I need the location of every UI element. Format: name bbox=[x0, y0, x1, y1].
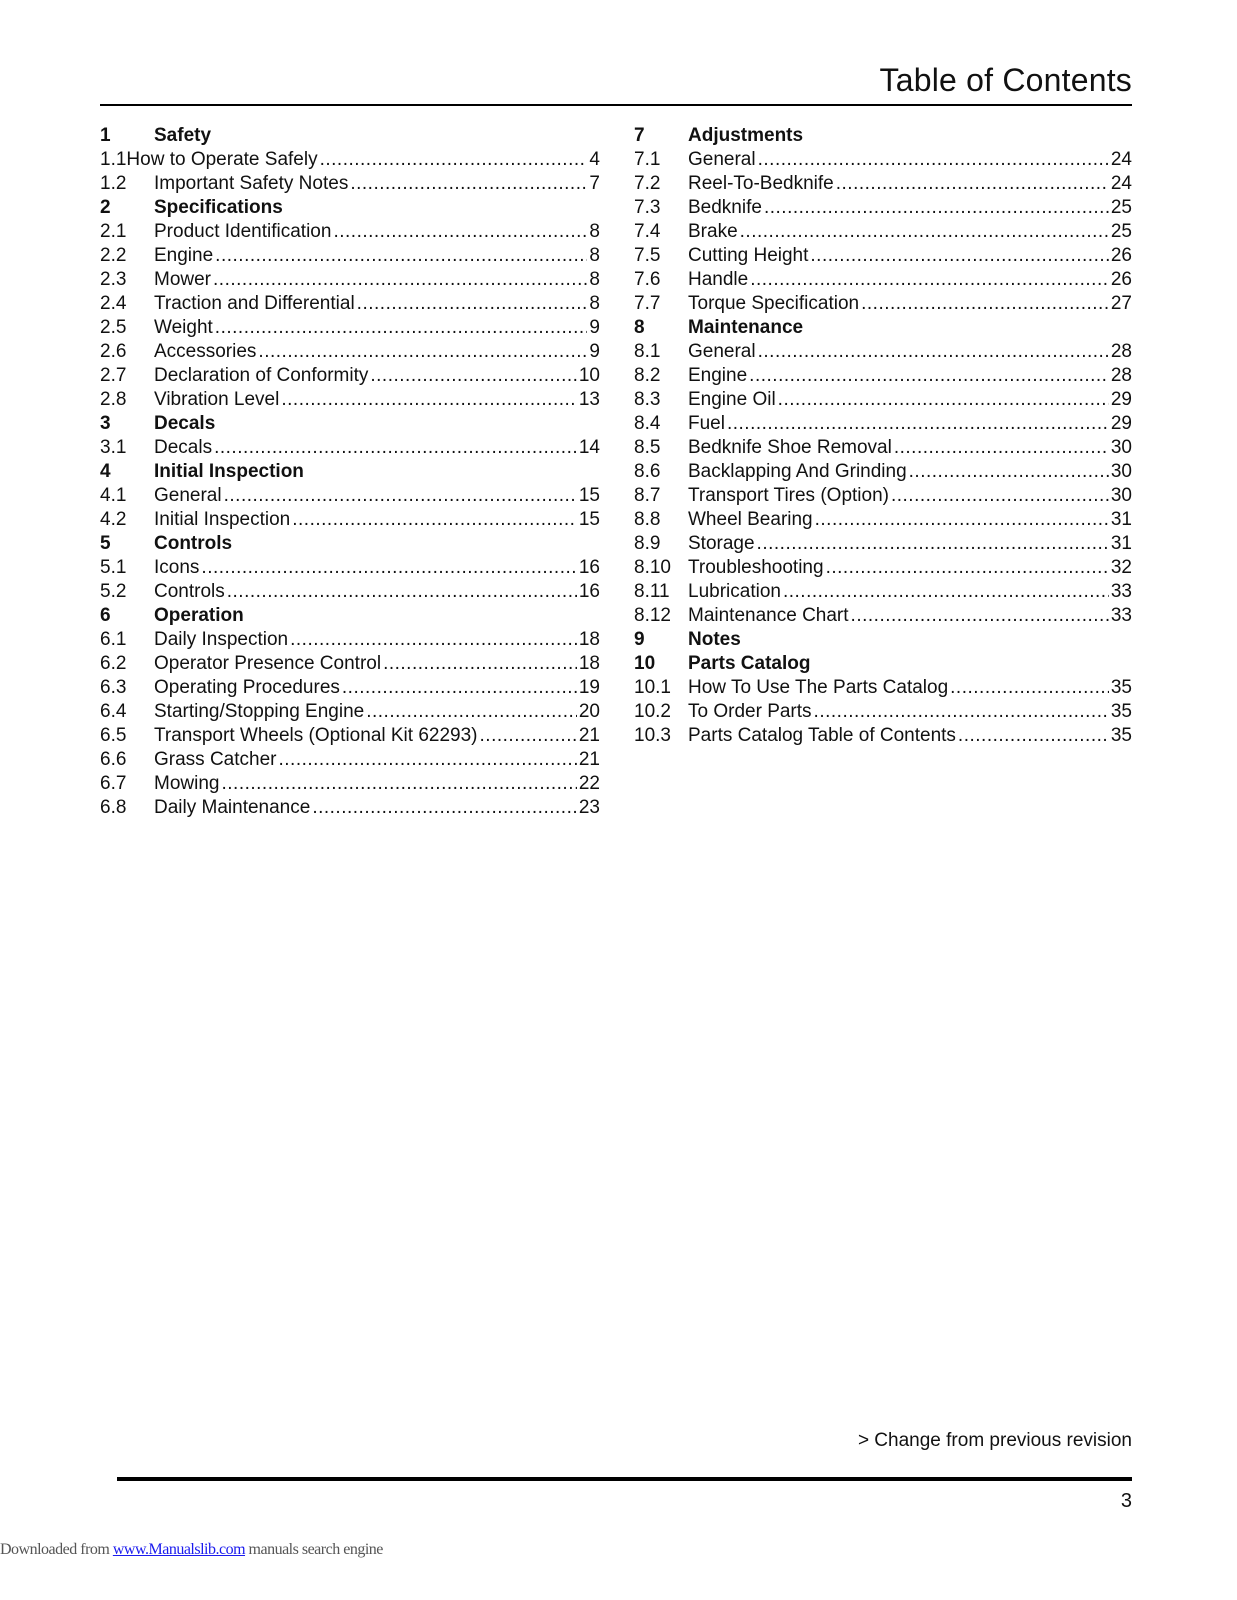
toc-dot-leader bbox=[312, 796, 577, 820]
toc-label: Cutting Height bbox=[688, 245, 809, 266]
toc-label: Mowing bbox=[154, 773, 220, 794]
toc-number: 5.1 bbox=[100, 557, 127, 578]
toc-dot-leader bbox=[958, 724, 1109, 748]
toc-label: Engine bbox=[688, 365, 748, 386]
toc-number: 1 bbox=[100, 125, 111, 146]
toc-label: Initial Inspection bbox=[154, 461, 304, 482]
toc-page-number: 35 bbox=[1110, 677, 1132, 698]
toc-number: 8.1 bbox=[634, 341, 661, 362]
toc-number: 3.1 bbox=[100, 437, 127, 458]
toc-number: 7.6 bbox=[634, 269, 661, 290]
toc-section-heading[interactable] bbox=[100, 124, 600, 148]
toc-number: 1.1 bbox=[100, 149, 127, 170]
toc-page-number: 8 bbox=[589, 221, 600, 242]
toc-entry[interactable] bbox=[100, 748, 600, 772]
toc-label: Engine Oil bbox=[688, 389, 776, 410]
toc-number: 8 bbox=[634, 317, 645, 338]
toc-label: Parts Catalog bbox=[688, 653, 811, 674]
toc-entry[interactable] bbox=[634, 268, 1132, 292]
toc-number: 2.3 bbox=[100, 269, 127, 290]
toc-number: 6.2 bbox=[100, 653, 127, 674]
toc-dot-leader bbox=[815, 508, 1109, 532]
toc-page-number: 7 bbox=[589, 173, 600, 194]
toc-label: Daily Inspection bbox=[154, 629, 289, 650]
toc-page-number: 9 bbox=[589, 317, 600, 338]
toc-number: 4.1 bbox=[100, 485, 127, 506]
toc-label: Handle bbox=[688, 269, 749, 290]
toc-label: Starting/Stopping Engine bbox=[154, 701, 365, 722]
toc-number: 7.1 bbox=[634, 149, 661, 170]
toc-dot-leader bbox=[214, 436, 577, 460]
toc-page-number: 30 bbox=[1110, 437, 1132, 458]
toc-page-number: 35 bbox=[1110, 701, 1132, 722]
toc-page-number: 31 bbox=[1110, 509, 1132, 530]
toc-page-number: 33 bbox=[1110, 581, 1132, 602]
toc-page-number: 32 bbox=[1110, 557, 1132, 578]
toc-entry[interactable] bbox=[634, 196, 1132, 220]
toc-label: Accessories bbox=[154, 341, 257, 362]
toc-number: 7.5 bbox=[634, 245, 661, 266]
toc-number: 2.8 bbox=[100, 389, 127, 410]
toc-label: Mower bbox=[154, 269, 212, 290]
toc-dot-leader bbox=[224, 484, 577, 508]
toc-page-number: 8 bbox=[589, 293, 600, 314]
toc-entry[interactable] bbox=[634, 508, 1132, 532]
toc-page-number: 27 bbox=[1110, 293, 1132, 314]
toc-entry[interactable] bbox=[100, 436, 600, 460]
toc-label: Important Safety Notes bbox=[154, 173, 349, 194]
toc-label: Troubleshooting bbox=[688, 557, 824, 578]
toc-section-heading[interactable] bbox=[634, 652, 1132, 676]
toc-label: Decals bbox=[154, 413, 216, 434]
toc-entry[interactable] bbox=[100, 772, 600, 796]
toc-number: 8.2 bbox=[634, 365, 661, 386]
toc-dot-leader bbox=[290, 628, 577, 652]
toc-entry[interactable] bbox=[100, 220, 600, 244]
toc-dot-leader bbox=[758, 148, 1109, 172]
toc-label: Product Identification bbox=[154, 221, 332, 242]
toc-page-number: 21 bbox=[578, 749, 600, 770]
toc-label: Weight bbox=[154, 317, 213, 338]
toc-entry[interactable] bbox=[100, 796, 600, 820]
toc-dot-leader bbox=[342, 676, 577, 700]
toc-page-number: 15 bbox=[578, 509, 600, 530]
toc-dot-leader bbox=[783, 580, 1109, 604]
toc-page-number: 30 bbox=[1110, 485, 1132, 506]
toc-label: Icons bbox=[154, 557, 200, 578]
toc-number: 8.6 bbox=[634, 461, 661, 482]
manualslib-link[interactable]: www.Manualslib.com bbox=[112, 1541, 246, 1558]
revision-note: > Change from previous revision bbox=[857, 1430, 1132, 1451]
toc-entry[interactable] bbox=[634, 532, 1132, 556]
toc-label: Decals bbox=[154, 437, 213, 458]
toc-page-number: 31 bbox=[1110, 533, 1132, 554]
toc-page-number: 25 bbox=[1110, 197, 1132, 218]
toc-entry[interactable] bbox=[100, 316, 600, 340]
toc-dot-leader bbox=[278, 748, 576, 772]
toc-number: 10.1 bbox=[634, 677, 671, 698]
toc-page-number: 29 bbox=[1110, 389, 1132, 410]
toc-number: 6.1 bbox=[100, 629, 127, 650]
toc-entry[interactable] bbox=[100, 148, 600, 172]
toc-entry[interactable] bbox=[634, 172, 1132, 196]
toc-page-number: 28 bbox=[1110, 365, 1132, 386]
toc-dot-leader bbox=[213, 268, 587, 292]
toc-label: Operation bbox=[154, 605, 244, 626]
toc-number: 2.5 bbox=[100, 317, 127, 338]
toc-label: Grass Catcher bbox=[154, 749, 277, 770]
toc-dot-leader bbox=[292, 508, 577, 532]
toc-label: Fuel bbox=[688, 413, 725, 434]
toc-dot-leader bbox=[758, 340, 1109, 364]
toc-page-number: 16 bbox=[578, 557, 600, 578]
toc-label: To Order Parts bbox=[688, 701, 812, 722]
toc-number: 2.1 bbox=[100, 221, 127, 242]
toc-number: 5 bbox=[100, 533, 111, 554]
download-note bbox=[0, 1541, 383, 1559]
toc-page-number: 9 bbox=[589, 341, 600, 362]
toc-number: 2.6 bbox=[100, 341, 127, 362]
toc-page-number: 25 bbox=[1110, 221, 1132, 242]
toc-label: Transport Tires (Option) bbox=[688, 485, 889, 506]
toc-dot-leader bbox=[350, 172, 587, 196]
toc-label: Maintenance Chart bbox=[688, 605, 849, 626]
toc-entry[interactable] bbox=[634, 700, 1132, 724]
toc-page-number: 8 bbox=[589, 269, 600, 290]
toc-number: 4.2 bbox=[100, 509, 127, 530]
toc-dot-leader bbox=[333, 220, 587, 244]
toc-page-number: 13 bbox=[578, 389, 600, 410]
toc-entry[interactable] bbox=[100, 172, 600, 196]
toc-number: 8.8 bbox=[634, 509, 661, 530]
toc-page-number: 26 bbox=[1110, 245, 1132, 266]
toc-dot-leader bbox=[383, 652, 577, 676]
toc-number: 8.11 bbox=[634, 581, 670, 602]
toc-number: 6.8 bbox=[100, 797, 127, 818]
toc-dot-leader bbox=[749, 364, 1109, 388]
toc-dot-leader bbox=[909, 460, 1109, 484]
toc-section-heading[interactable] bbox=[100, 460, 600, 484]
toc-label: Vibration Level bbox=[154, 389, 280, 410]
toc-right-column bbox=[634, 124, 1132, 748]
toc-page-number: 18 bbox=[578, 629, 600, 650]
toc-section-heading[interactable] bbox=[100, 412, 600, 436]
toc-entry[interactable] bbox=[100, 364, 600, 388]
toc-number: 2.4 bbox=[100, 293, 127, 314]
toc-number: 1.2 bbox=[100, 173, 127, 194]
toc-dot-leader bbox=[201, 556, 576, 580]
toc-dot-leader bbox=[258, 340, 587, 364]
toc-dot-leader bbox=[320, 148, 588, 172]
toc-label: General bbox=[688, 149, 756, 170]
toc-dot-leader bbox=[366, 700, 577, 724]
toc-left-column bbox=[100, 124, 600, 820]
toc-entry[interactable] bbox=[100, 508, 600, 532]
toc-entry[interactable] bbox=[634, 388, 1132, 412]
toc-number: 6.7 bbox=[100, 773, 127, 794]
toc-number: 6.5 bbox=[100, 725, 127, 746]
toc-label: Operating Procedures bbox=[154, 677, 340, 698]
toc-entry[interactable] bbox=[100, 700, 600, 724]
toc-page-number: 26 bbox=[1110, 269, 1132, 290]
toc-dot-leader bbox=[950, 676, 1109, 700]
footer-divider bbox=[117, 1477, 1132, 1481]
toc-page-number: 20 bbox=[578, 701, 600, 722]
toc-page-number: 24 bbox=[1110, 149, 1132, 170]
toc-number: 8.4 bbox=[634, 413, 661, 434]
toc-section-heading[interactable] bbox=[634, 628, 1132, 652]
toc-entry[interactable] bbox=[100, 388, 600, 412]
toc-dot-leader bbox=[357, 292, 588, 316]
toc-number: 7 bbox=[634, 125, 645, 146]
toc-dot-leader bbox=[727, 412, 1109, 436]
toc-label: Reel-To-Bedknife bbox=[688, 173, 834, 194]
toc-section-heading[interactable] bbox=[100, 604, 600, 628]
toc-entry[interactable] bbox=[634, 676, 1132, 700]
toc-label: Controls bbox=[154, 581, 225, 602]
toc-entry[interactable] bbox=[100, 484, 600, 508]
toc-dot-leader bbox=[861, 292, 1109, 316]
toc-label: General bbox=[154, 485, 222, 506]
toc-page-number: 19 bbox=[578, 677, 600, 698]
toc-number: 10.3 bbox=[634, 725, 671, 746]
toc-label: Lubrication bbox=[688, 581, 781, 602]
toc-number: 6 bbox=[100, 605, 111, 626]
toc-entry[interactable] bbox=[100, 268, 600, 292]
title-divider bbox=[100, 104, 1132, 106]
toc-dot-leader bbox=[764, 196, 1109, 220]
toc-number: 2 bbox=[100, 197, 111, 218]
toc-label: Traction and Differential bbox=[154, 293, 355, 314]
toc-entry[interactable] bbox=[634, 220, 1132, 244]
toc-number: 8.12 bbox=[634, 605, 671, 626]
toc-dot-leader bbox=[757, 532, 1109, 556]
toc-dot-leader bbox=[810, 244, 1108, 268]
toc-entry[interactable] bbox=[100, 676, 600, 700]
toc-dot-leader bbox=[227, 580, 577, 604]
page-title: Table of Contents bbox=[879, 62, 1132, 98]
toc-page-number: 15 bbox=[578, 485, 600, 506]
toc-entry[interactable] bbox=[634, 340, 1132, 364]
toc-entry[interactable] bbox=[634, 604, 1132, 628]
toc-entry[interactable] bbox=[100, 724, 600, 748]
toc-entry[interactable] bbox=[100, 628, 600, 652]
toc-dot-leader bbox=[281, 388, 577, 412]
toc-dot-leader bbox=[894, 436, 1109, 460]
toc-page-number: 8 bbox=[589, 245, 600, 266]
toc-number: 6.6 bbox=[100, 749, 127, 770]
toc-page-number: 33 bbox=[1110, 605, 1132, 626]
toc-number: 6.4 bbox=[100, 701, 127, 722]
toc-number: 10 bbox=[634, 653, 656, 674]
toc-page-number: 14 bbox=[578, 437, 600, 458]
toc-label: Torque Specification bbox=[688, 293, 860, 314]
toc-label: How To Use The Parts Catalog bbox=[688, 677, 949, 698]
toc-section-heading[interactable] bbox=[634, 124, 1132, 148]
toc-section-heading[interactable] bbox=[634, 316, 1132, 340]
toc-number: 8.7 bbox=[634, 485, 661, 506]
toc-label: Bedknife bbox=[688, 197, 762, 218]
download-prefix: Downloaded from bbox=[0, 1541, 113, 1558]
toc-page-number: 22 bbox=[578, 773, 600, 794]
toc-entry[interactable] bbox=[100, 580, 600, 604]
toc-number: 3 bbox=[100, 413, 111, 434]
toc-label: Safety bbox=[154, 125, 212, 146]
toc-entry[interactable] bbox=[100, 292, 600, 316]
toc-label: Daily Maintenance bbox=[154, 797, 311, 818]
toc-dot-leader bbox=[778, 388, 1109, 412]
toc-label: Brake bbox=[688, 221, 738, 242]
toc-number: 2.2 bbox=[100, 245, 127, 266]
toc-page-number: 30 bbox=[1110, 461, 1132, 482]
toc-entry[interactable] bbox=[100, 244, 600, 268]
toc-label: Engine bbox=[154, 245, 214, 266]
toc-number: 9 bbox=[634, 629, 645, 650]
toc-label: Operator Presence Control bbox=[154, 653, 382, 674]
toc-label: Notes bbox=[688, 629, 741, 650]
toc-entry[interactable] bbox=[634, 484, 1132, 508]
toc-page-number: 28 bbox=[1110, 341, 1132, 362]
toc-label: General bbox=[688, 341, 756, 362]
toc-dot-leader bbox=[750, 268, 1109, 292]
toc-number: 8.9 bbox=[634, 533, 661, 554]
toc-number: 7.7 bbox=[634, 293, 661, 314]
toc-page-number: 10 bbox=[578, 365, 600, 386]
toc-number: 4 bbox=[100, 461, 111, 482]
toc-dot-leader bbox=[221, 772, 576, 796]
toc-page-number: 29 bbox=[1110, 413, 1132, 434]
toc-dot-leader bbox=[740, 220, 1109, 244]
toc-page-number: 18 bbox=[578, 653, 600, 674]
toc-number: 8.3 bbox=[634, 389, 661, 410]
toc-label: Adjustments bbox=[688, 125, 804, 146]
toc-number: 8.5 bbox=[634, 437, 661, 458]
toc-dot-leader bbox=[480, 724, 577, 748]
toc-entry[interactable] bbox=[634, 580, 1132, 604]
toc-entry[interactable] bbox=[100, 652, 600, 676]
toc-label: Bedknife Shoe Removal bbox=[688, 437, 892, 458]
toc-number: 7.2 bbox=[634, 173, 661, 194]
toc-dot-leader bbox=[891, 484, 1109, 508]
toc-page-number: 4 bbox=[589, 149, 600, 170]
toc-number: 2.7 bbox=[100, 365, 127, 386]
toc-label: Transport Wheels (Optional Kit 62293) bbox=[154, 725, 478, 746]
toc-number: 8.10 bbox=[634, 557, 671, 578]
toc-number: 7.3 bbox=[634, 197, 661, 218]
toc-entry[interactable] bbox=[634, 364, 1132, 388]
toc-dot-leader bbox=[215, 316, 588, 340]
toc-page-number: 21 bbox=[578, 725, 600, 746]
toc-section-heading[interactable] bbox=[100, 196, 600, 220]
toc-entry[interactable] bbox=[634, 724, 1132, 748]
toc-section-heading[interactable] bbox=[100, 532, 600, 556]
toc-dot-leader bbox=[370, 364, 576, 388]
toc-page-number: 24 bbox=[1110, 173, 1132, 194]
toc-number: 7.4 bbox=[634, 221, 661, 242]
toc-entry[interactable] bbox=[634, 244, 1132, 268]
toc-page-number: 23 bbox=[578, 797, 600, 818]
toc-dot-leader bbox=[814, 700, 1109, 724]
download-suffix: manuals search engine bbox=[245, 1541, 383, 1558]
toc-label: Declaration of Conformity bbox=[154, 365, 369, 386]
toc-page-number: 16 bbox=[578, 581, 600, 602]
toc-label: How to Operate Safely bbox=[126, 149, 318, 170]
toc-entry[interactable] bbox=[634, 412, 1132, 436]
toc-dot-leader bbox=[836, 172, 1109, 196]
toc-entry[interactable] bbox=[100, 556, 600, 580]
toc-number: 5.2 bbox=[100, 581, 127, 602]
toc-entry[interactable] bbox=[634, 148, 1132, 172]
toc-entry[interactable] bbox=[634, 556, 1132, 580]
toc-label: Wheel Bearing bbox=[688, 509, 813, 530]
toc-page-number: 35 bbox=[1110, 725, 1132, 746]
toc-entry[interactable] bbox=[634, 460, 1132, 484]
toc-entry[interactable] bbox=[634, 436, 1132, 460]
toc-label: Specifications bbox=[154, 197, 283, 218]
toc-label: Storage bbox=[688, 533, 755, 554]
toc-label: Parts Catalog Table of Contents bbox=[688, 725, 956, 746]
toc-number: 10.2 bbox=[634, 701, 671, 722]
toc-label: Backlapping And Grinding bbox=[688, 461, 907, 482]
toc-number: 6.3 bbox=[100, 677, 127, 698]
page-number: 3 bbox=[1120, 1490, 1132, 1512]
toc-dot-leader bbox=[826, 556, 1109, 580]
toc-dot-leader bbox=[215, 244, 587, 268]
toc-entry[interactable] bbox=[634, 292, 1132, 316]
toc-dot-leader bbox=[851, 604, 1109, 628]
toc-label: Controls bbox=[154, 533, 233, 554]
toc-entry[interactable] bbox=[100, 340, 600, 364]
toc-label: Initial Inspection bbox=[154, 509, 291, 530]
toc-label: Maintenance bbox=[688, 317, 804, 338]
